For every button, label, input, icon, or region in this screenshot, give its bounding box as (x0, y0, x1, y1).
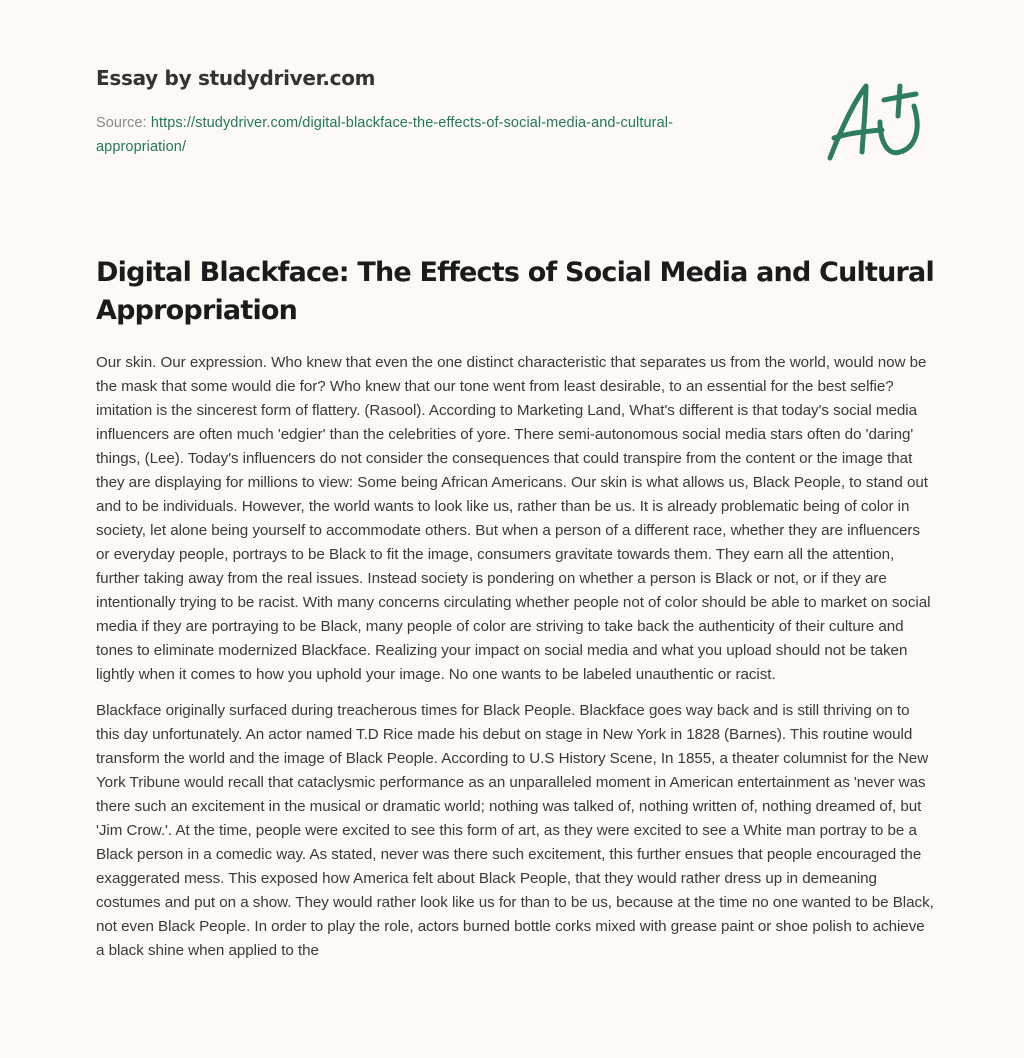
source-line (96, 111, 736, 159)
source-link[interactable]: https://studydriver.com/digital-blackface-the-effects-of-social-media-and-cultural-appropriation/ (96, 115, 673, 155)
site-title: Essay by studydriver.com (96, 66, 376, 90)
article-paragraph: Our skin. Our expression. Who knew that even the one distinct characteristic that separates us from the world, would now be the mask that some would die for? Who knew that our tone went from least desirable, to an essential for the best selfie? imitation is the sincerest form of flattery. (Rasool). According to Marketing Land, What's different is that today's social media influencers are often much 'edgier' than the celebrities of yore. There semi-autonomous social media stars often do 'daring' things, (Lee). Today's influencers do not consider the consequences that could transpire from the content or the image that they are displaying for millions to view: Some being African Americans. Our skin is what allows us, Black People, to stand out and to be individuals. However, the world wants to look like us, rather than be us. It is already problematic being of color in society, let alone being yourself to accommodate others. But when a person of a different race, whether they are influencers or everyday people, portrays to be Black to fit the image, consumers gravitate towards them. They earn all the attention, further taking away from the real issues. Instead society is pondering on whether a person is Black or not, or if they are intentionally trying to be racist. With many concerns circulating whether people not of color should be able to market on social media if they are portraying to be Black, many people of color are striving to take back the authenticity of their culture and tones to eliminate modernized Blackface. Realizing your impact on social media and what you upload should not be taken lightly when it comes to how you uphold your image. No one wants to be labeled unauthentic or racist. (96, 354, 931, 683)
page-header (96, 62, 736, 159)
a-plus-logo-icon (822, 72, 926, 164)
article-paragraph: Blackface originally surfaced during treacherous times for Black People. Blackface goes way back and is still thriving on to this day unfortunately. An actor named T.D Rice made his debut on stage in New York in 1828 (Barnes). This routine would transform the world and the image of Black People. According to U.S History Scene, In 1855, a theater columnist for the New York Tribune would recall that cataclysmic performance as an unparalleled moment in American entertainment as 'never was there such an excitement in the musical or dramatic world; nothing was talked of, nothing written of, nothing dreamed of, but 'Jim Crow.'. At the time, people were excited to see this form of art, as they were excited to see a White man portray to be a Black person in a comedic way. As stated, never was there such excitement, this further ensues that people encouraged the exaggerated mess. This exposed how America felt about Black People, that they would rather dress up in demeaning costumes and put on a show. They would rather look like us for than to be us, because at the time no one wanted to be Black, not even Black People. In order to play the role, actors burned bottle corks mixed with grease paint or shoe polish to achieve a black shine when applied to the (96, 702, 934, 959)
article (96, 254, 936, 975)
source-label: Source: (96, 115, 151, 131)
article-title: Digital Blackface: The Effects of Social Media and Cultural Appropriation (96, 257, 934, 326)
